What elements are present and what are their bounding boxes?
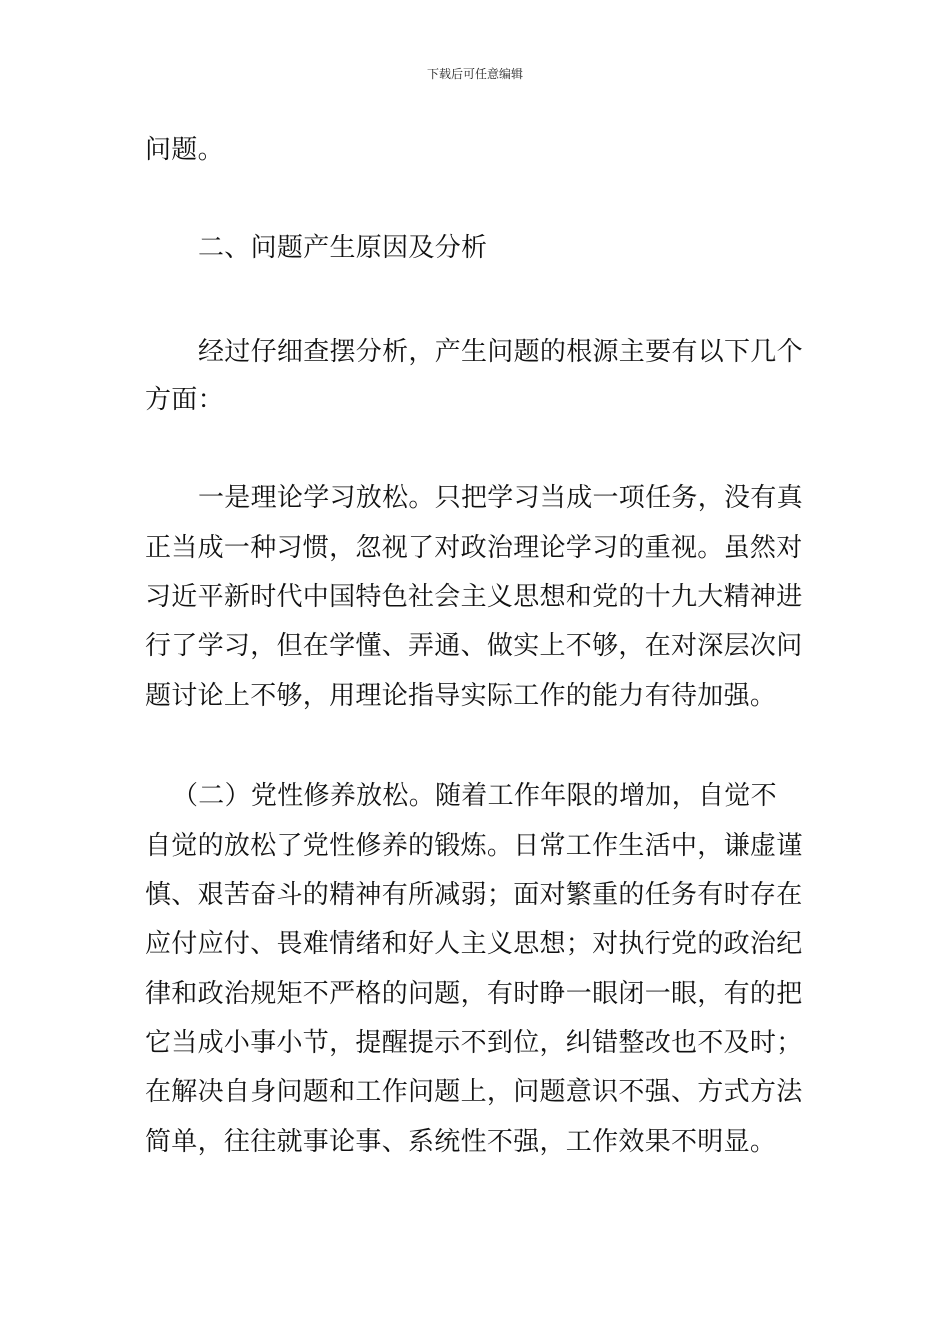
- text-line: 应付应付、畏难情绪和好人主义思想；对执行党的政治纪: [145, 929, 803, 959]
- text-line: 它当成小事小节，提醒提示不到位，纠错整改也不及时；: [145, 1028, 803, 1058]
- text-line: （二）党性修养放松。随着工作年限的增加，自觉不: [172, 781, 777, 811]
- text-line: 一是理论学习放松。只把学习当成一项任务，没有真: [198, 483, 803, 513]
- page-header: 下载后可任意编辑: [426, 67, 523, 81]
- text-line: 题讨论上不够，用理论指导实际工作的能力有待加强。: [145, 681, 777, 711]
- text-line: 律和政治规矩不严格的问题，有时睁一眼闭一眼，有的把: [145, 979, 803, 1009]
- text-line: 在解决自身问题和工作问题上，问题意识不强、方式方法: [145, 1077, 803, 1107]
- text-line: 行了学习，但在学懂、弄通、做实上不够，在对深层次问: [145, 631, 803, 661]
- section-heading: 二、问题产生原因及分析: [198, 233, 488, 263]
- text-line: 方面：: [145, 385, 224, 415]
- text-line: 习近平新时代中国特色社会主义思想和党的十九大精神进: [145, 582, 803, 612]
- text-line: 经过仔细查摆分析，产生问题的根源主要有以下几个: [198, 337, 803, 367]
- text-line: 正当成一种习惯，忽视了对政治理论学习的重视。虽然对: [145, 533, 803, 563]
- text-line: 慎、艰苦奋斗的精神有所减弱；面对繁重的任务有时存在: [145, 880, 803, 910]
- text-line: 自觉的放松了党性修养的锻炼。日常工作生活中，谦虚谨: [145, 831, 803, 861]
- text-line: 简单，往往就事论事、系统性不强，工作效果不明显。: [145, 1127, 777, 1157]
- text-line: 问题。: [145, 135, 224, 165]
